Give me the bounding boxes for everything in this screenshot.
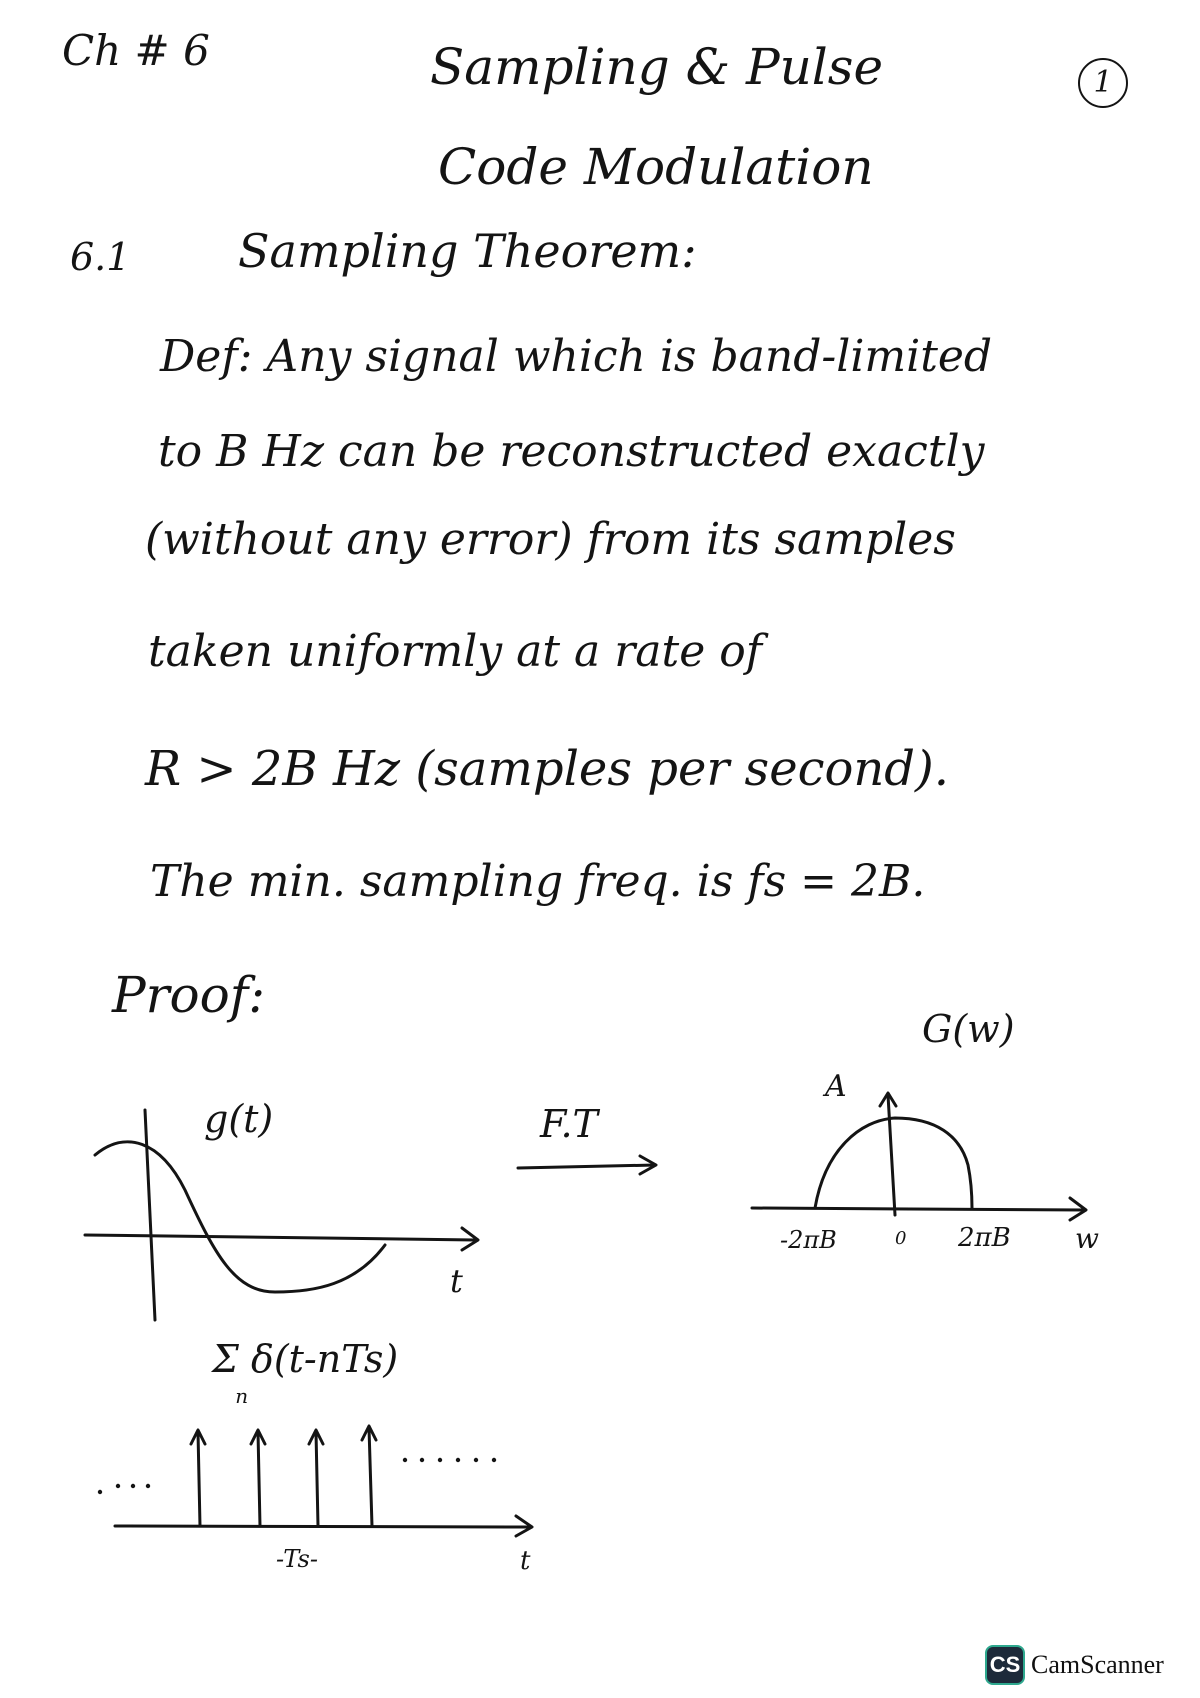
- gt-vertical-axis: [145, 1110, 155, 1320]
- impulse-dots-right-2: [420, 1458, 424, 1462]
- impulse-dots-right-4: [456, 1458, 460, 1462]
- impulse-dots-left-3: [131, 1484, 135, 1488]
- impulse-dots-right-6: [492, 1458, 496, 1462]
- definition-line-6: The min. sampling freq. is fs = 2B.: [150, 856, 926, 907]
- transform-label: F.T: [540, 1102, 598, 1146]
- impulse-dots-right-1: [403, 1458, 407, 1462]
- impulse-2: [258, 1432, 260, 1526]
- amplitude-label: A: [825, 1069, 847, 1104]
- chapter-label: Ch # 6: [62, 26, 210, 75]
- page-number: 1: [1078, 58, 1128, 108]
- gt-horizontal-axis: [85, 1235, 475, 1240]
- section-number: 6.1: [70, 235, 131, 279]
- sampling-period-label: -Ts-: [276, 1545, 318, 1573]
- camscanner-logo: CS: [985, 1645, 1025, 1685]
- definition-line-4: taken uniformly at a rate of: [148, 626, 763, 677]
- gw-vertical-axis: [888, 1095, 895, 1215]
- freq-axis-label: w: [1075, 1222, 1099, 1255]
- title-line-2: Code Modulation: [438, 138, 874, 196]
- spectrum-tick-pos: 2πB: [958, 1223, 1011, 1253]
- spectrum-label: G(w): [922, 1007, 1015, 1051]
- spectrum-tick-neg: -2πB: [780, 1226, 837, 1254]
- definition-line-3: (without any error) from its samples: [145, 514, 956, 565]
- section-title: Sampling Theorem:: [238, 224, 697, 278]
- gw-horizontal-axis: [752, 1208, 1085, 1210]
- impulse-4: [369, 1428, 372, 1526]
- impulse-train-expression: Σ δ(t-nTs): [212, 1337, 399, 1381]
- definition-line-1: Def: Any signal which is band-limited: [160, 331, 993, 382]
- definition-line-5: R > 2B Hz (samples per second).: [145, 741, 949, 797]
- gt-curve: [95, 1142, 385, 1292]
- impulse-axis: [115, 1526, 530, 1527]
- signal-label: g(t): [204, 1097, 274, 1141]
- ft-arrow-shaft: [518, 1165, 655, 1168]
- impulse-1: [198, 1432, 200, 1526]
- impulse-train-label: [212, 1337, 423, 1408]
- time-axis-label: t: [450, 1262, 463, 1300]
- impulse-dots-left-4: [146, 1484, 150, 1488]
- impulse-dots-left-1: [98, 1490, 102, 1494]
- spectrum-tick-zero: 0: [895, 1228, 907, 1249]
- impulse-dots-right-3: [438, 1458, 442, 1462]
- impulse-3: [316, 1432, 318, 1526]
- camscanner-name: CamScanner: [1031, 1650, 1164, 1679]
- impulse-train-index: n: [235, 1383, 249, 1408]
- camscanner-watermark: [985, 1645, 1164, 1685]
- definition-line-2: to B Hz can be reconstructed exactly: [158, 426, 985, 477]
- proof-heading: Proof:: [112, 966, 266, 1024]
- impulse-dots-right-5: [474, 1458, 478, 1462]
- impulse-dots-left-2: [116, 1484, 120, 1488]
- title-line-1: Sampling & Pulse: [430, 38, 884, 96]
- impulse-time-label: t: [520, 1546, 531, 1576]
